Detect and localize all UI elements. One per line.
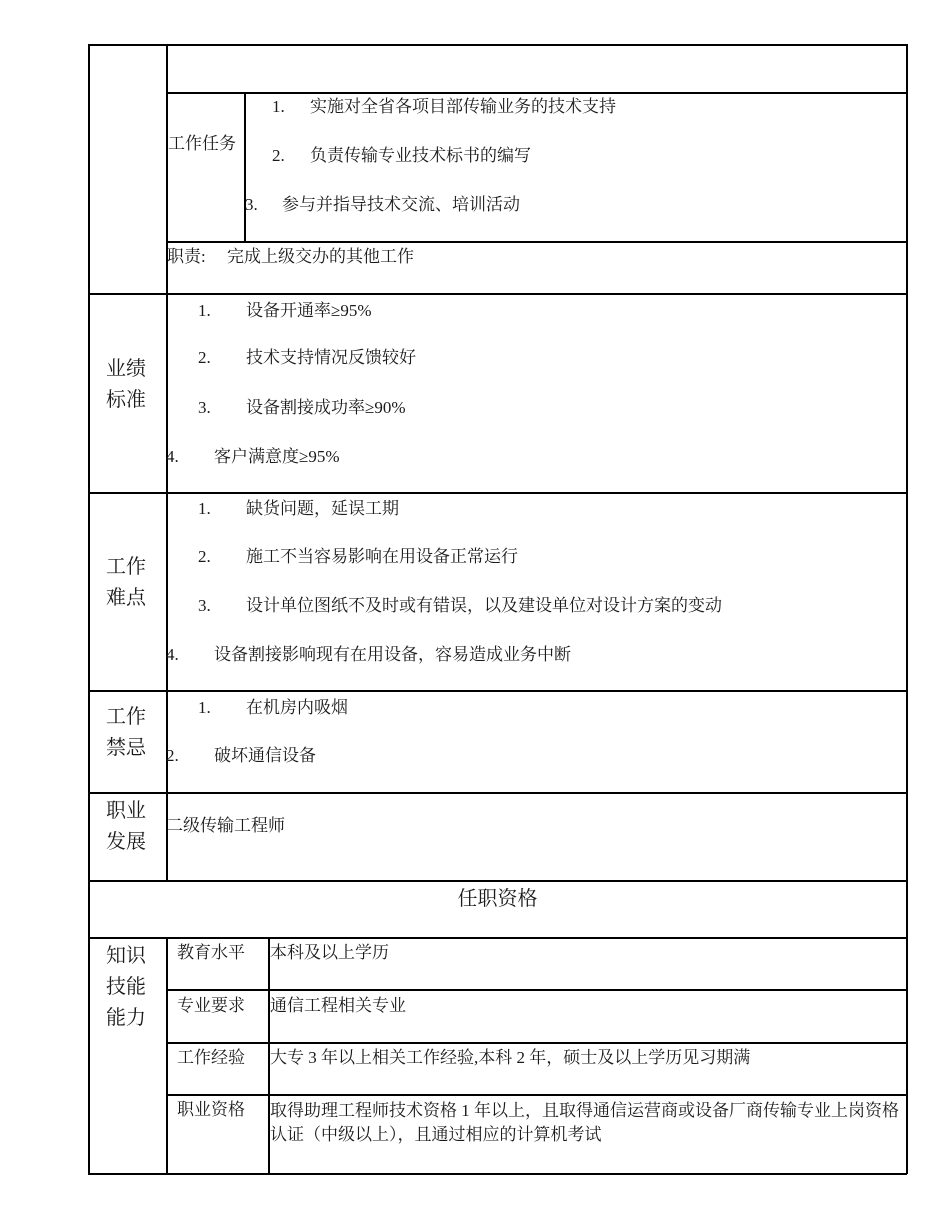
taboo-item-2-text: 破坏通信设备 <box>214 746 316 765</box>
perf-item-4-num: 4. <box>166 447 179 466</box>
task-item-1-num: 1. <box>272 97 285 116</box>
taboo-item-1-text: 在机房内吸烟 <box>246 698 348 717</box>
task-item-1-text: 实施对全省各项目部传输业务的技术支持 <box>310 97 616 116</box>
duties-inner-top <box>166 92 907 94</box>
perf-item-2-text: 技术支持情况反馈较好 <box>246 348 416 367</box>
qual-row-1-label: 教育水平 <box>177 943 245 962</box>
diff-item-1-num: 1. <box>198 499 211 518</box>
task-item-2-num: 2. <box>272 146 285 165</box>
task-item-3-text: 参与并指导技术交流、培训活动 <box>282 195 520 214</box>
task-item-3-num: 3. <box>245 195 258 214</box>
qual-row-4-value: 取得助理工程师技术资格 1 年以上，且取得通信运营商或设备厂商传输专业上岗资格认证（中级以上），且通过相应的计算机考试 <box>270 1101 899 1144</box>
qual-row-1-value: 本科及以上学历 <box>270 943 389 962</box>
diff-item-4-text: 设备割接影响现有在用设备，容易造成业务中断 <box>214 645 571 664</box>
qual-row-sep-2 <box>166 1042 907 1044</box>
diff-item-2-text: 施工不当容易影响在用设备正常运行 <box>246 547 518 566</box>
task-item-2-text: 负责传输专业技术标书的编写 <box>310 146 531 165</box>
taboo-item-1-num: 1. <box>198 698 211 717</box>
table-border-right <box>906 44 908 1174</box>
diff-item-3-text: 设计单位图纸不及时或有错误，以及建设单位对设计方案的变动 <box>246 596 722 615</box>
sep-qual-rows <box>88 937 907 939</box>
perf-item-4-text: 客户满意度≥95% <box>214 447 340 466</box>
task-label-divider <box>244 92 246 242</box>
duty-label: 职责: <box>167 247 206 266</box>
perf-item-1-text: 设备开通率≥95% <box>246 301 372 320</box>
qualifications-title: 任职资格 <box>457 888 538 910</box>
table-border-bottom <box>88 1173 907 1175</box>
table-border-left <box>88 44 90 1174</box>
perf-item-3-num: 3. <box>198 398 211 417</box>
duty-text: 完成上级交办的其他工作 <box>227 247 414 266</box>
qual-row-4-label: 职业资格 <box>177 1100 245 1119</box>
perf-item-1-num: 1. <box>198 301 211 320</box>
diff-item-4-num: 4. <box>166 645 179 664</box>
qualifications-side-label: 知识技能能力 <box>106 945 146 1029</box>
sep-performance <box>88 293 907 295</box>
taboo-item-2-num: 2. <box>166 746 179 765</box>
perf-item-2-num: 2. <box>198 348 211 367</box>
duties-inner-bottom <box>166 241 907 243</box>
performance-label: 业绩标准 <box>106 358 146 411</box>
diff-item-2-num: 2. <box>198 547 211 566</box>
task-label: 工作任务 <box>168 134 236 153</box>
sep-career <box>88 792 907 794</box>
sep-taboos <box>88 690 907 692</box>
table-border-top <box>88 44 907 46</box>
qual-row-2-label: 专业要求 <box>177 996 245 1015</box>
career-text: 二级传输工程师 <box>166 816 285 835</box>
taboos-label: 工作禁忌 <box>106 706 146 759</box>
sep-difficulties <box>88 492 907 494</box>
sep-qual-title <box>88 880 907 882</box>
qual-row-3-label: 工作经验 <box>177 1048 245 1067</box>
qual-label-divider <box>166 937 168 1174</box>
diff-item-3-num: 3. <box>198 596 211 615</box>
qual-row-3-value: 大专 3 年以上相关工作经验,本科 2 年，硕士及以上学历见习期满 <box>270 1048 751 1067</box>
diff-item-1-text: 缺货问题，延误工期 <box>246 499 399 518</box>
qual-row-2-value: 通信工程相关专业 <box>270 996 406 1015</box>
perf-item-3-text: 设备割接成功率≥90% <box>246 398 406 417</box>
difficulties-label: 工作难点 <box>106 556 146 609</box>
qual-row-sep-1 <box>166 989 907 991</box>
qual-row-sep-3 <box>166 1094 907 1096</box>
career-label: 职业发展 <box>106 800 146 853</box>
